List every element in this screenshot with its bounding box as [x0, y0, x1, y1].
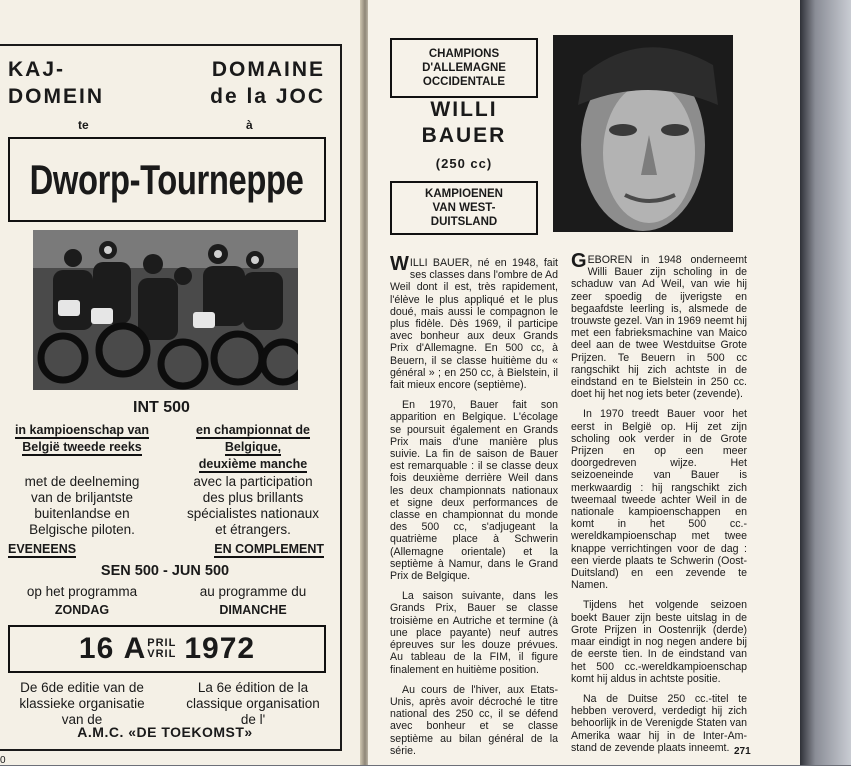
rider-last-name: BAUER: [421, 124, 507, 147]
fr-subhead-line2: Belgique,: [224, 440, 282, 454]
fr-subhead: [182, 422, 324, 473]
fr-paragraph-4: Au cours de l'hiver, aux Etats-Unis, après avoir décroché le titre national des 250 cc, il se défend avec bonheur et se classe septième au bilan général de la série.: [390, 683, 558, 757]
date-month-fr: VRIL: [147, 648, 177, 660]
fr-paragraph-2: En 1970, Bauer fait son apparition en Belgique. L'écolage se poursuit également en Grands Prix mais d'une manière plus suivie. La fin de saison de Bauer est remarquable : il se classe deux fois deuxième derrière Weil dans les deux championnats nationaux et signe deux performances de classe en championnat du monde des 500 cc, s'adjugeant la quatrième place à Schwerin (Allemagne orientale) et la septième à Namur, dans le Grand Prix de Belgique.: [390, 399, 558, 583]
rider-class: (250 cc): [435, 156, 493, 171]
nl-paragraph-4: Na de Duitse 250 cc.-titel te hebben veroverd, verdedigt hij zich behoorlijk in de Verenigde Staten van Amerika waar hij in de Inter-Am-stand de zevende plaats inneemt.: [571, 692, 747, 754]
champ-nl-line1: KAMPIOENEN: [425, 188, 503, 200]
fr-dropcap: W: [390, 253, 409, 275]
fr-also-label: EN COMPLEMENT: [214, 542, 324, 556]
organizer: A.M.C. «DE TOEKOMST»: [77, 724, 253, 740]
nl-program-label: op het programma: [26, 584, 138, 599]
heading-left-line2: DOMEIN: [8, 85, 104, 108]
nl-paragraph-3: Tijdens het volgende seizoen boekt Bauer zijn beste uitslag in de Grote Prijzen in Oostenrijk (derde) maar eindigt in nog negen andere bij de eerste tien. In de eindstand van het 500 cc.-wereldkampioenschap komt hij aldus in achtste positie.: [571, 599, 747, 685]
champ-nl-line3: DUITSLAND: [430, 216, 498, 228]
date-year: 1972: [184, 632, 256, 665]
nl-paragraph-1: GEBOREN in 1948 onderneemt Willi Bauer zijn scholing in de schaduw van Ad Weil, van wie hij zeer spoedig de ijverigste en begaafdste leerling is, alsmede de trouwste gezel. Van in 1969 neemt hij met een fabrieksmachine van Maico deel aan de twee Westduitse Grote Prijzen. Te Beuern in 500 cc rangschikt hij zich achtste in de eindstand en te Bielstein in 250 cc. doet hij het nog iets beter (zevende).: [571, 250, 747, 401]
right-page-number: 271: [734, 746, 751, 757]
fr-participation-text: avec la participation des plus brillants spécialistes nationaux et étrangers.: [186, 474, 320, 537]
heading-kaj-domein: [8, 56, 104, 110]
fr-paragraph-1: WILLI BAUER, né en 1948, fait ses classes dans l'ombre de Ad Weil dont il est, très rapidement, l'élève le plus appliqué et le plus doué, mais aussi le compagnon le plus fidèle. Dès 1969, il participe avec bonheur aux deux Grands Prix d'Allemagne. En 500 cc, à Beuern, il se classe huitième du « général » ; en 250 cc, à Bielstein, il fait mieux encore (septième).: [390, 253, 558, 392]
nl-subhead: [8, 422, 156, 456]
program-line: SEN 500 - JUN 500: [100, 563, 230, 579]
champions-nl-box: [390, 181, 538, 235]
left-page-number: 0: [0, 755, 6, 766]
book-edge: [800, 0, 851, 765]
champ-nl-line2: VAN WEST-: [432, 202, 496, 214]
champ-fr-line1: CHAMPIONS: [428, 48, 500, 60]
champ-fr-line3: OCCIDENTALE: [422, 76, 506, 88]
heading-right-line1: DOMAINE: [211, 58, 325, 81]
event-date: [8, 625, 326, 673]
article-dutch: [571, 250, 747, 762]
fr-paragraph-3: La saison suivante, dans les Grands Prix, Bauer se classe troisième en Autriche et termine (à une place payante) neuf autres épreuves sur les douze prévues. Au tableau de la FIM, il figure finalement en huitième position.: [390, 590, 558, 676]
fr-subhead-line1: en championnat de: [196, 423, 310, 437]
date-letter: A: [123, 632, 147, 665]
fr-program-label: au programme du: [199, 584, 307, 599]
heading-domaine-joc: [210, 56, 325, 110]
event-title: INT 500: [133, 399, 190, 416]
fr-day: DIMANCHE: [219, 603, 287, 617]
nl-footer-text: De 6de editie van de klassieke organisatie van de: [19, 680, 145, 727]
motocross-photo: [33, 230, 298, 390]
champions-fr-box: [390, 38, 538, 98]
nl-subhead-line2: België tweede reeks: [22, 440, 142, 454]
town-name: Dworp-Tourneppe: [30, 155, 304, 203]
fr-subhead-line3: deuxième manche: [198, 457, 308, 471]
fr-footer-text: La 6e édition de la classique organisation de l': [186, 680, 320, 727]
rider-face-image: [553, 35, 733, 232]
heading-right-line2: de la JOC: [210, 85, 325, 108]
town-box: [8, 137, 326, 222]
nl-paragraph-2: In 1970 treedt Bauer voor het eerst in België op. Hij zet zijn scholing ook verder in de Grote Prijzen en op een meer doorgedreven wijze. Het seizoeneinde van Bauer is merkwaardig : hij rangschikt zich tweemaal tweede achter Weil in de nationale kampioenschappen en komt in het 500 cc.-wereldkampioenschap met twee knappe verrichtingen voor de dag : een vierde plaats te Schwerin (Oost-Duitsland) en een zevende te Namen.: [571, 408, 747, 592]
connector-te: te: [78, 118, 89, 132]
connector-a: à: [246, 118, 253, 132]
date-month-nl: PRIL: [147, 637, 177, 649]
nl-subhead-line1: in kampioenschap van: [14, 423, 150, 437]
nl-participation-text: met de deelneming van de briljantste buitenlandse en Belgische piloten.: [24, 474, 140, 537]
champ-fr-line2: D'ALLEMAGNE: [422, 62, 506, 74]
nl-dropcap: G: [571, 250, 587, 272]
date-day: 16: [78, 632, 115, 665]
nl-also-label: EVENEENS: [8, 542, 77, 556]
heading-left-line1: KAJ-: [8, 58, 66, 81]
left-page: [0, 0, 362, 765]
motocross-riders-image: [33, 230, 298, 390]
article-french: [390, 253, 558, 765]
nl-day: ZONDAG: [54, 603, 110, 617]
date-month-stack: [147, 638, 176, 660]
rider-first-name: WILLI: [430, 98, 498, 121]
rider-portrait: [553, 35, 733, 232]
